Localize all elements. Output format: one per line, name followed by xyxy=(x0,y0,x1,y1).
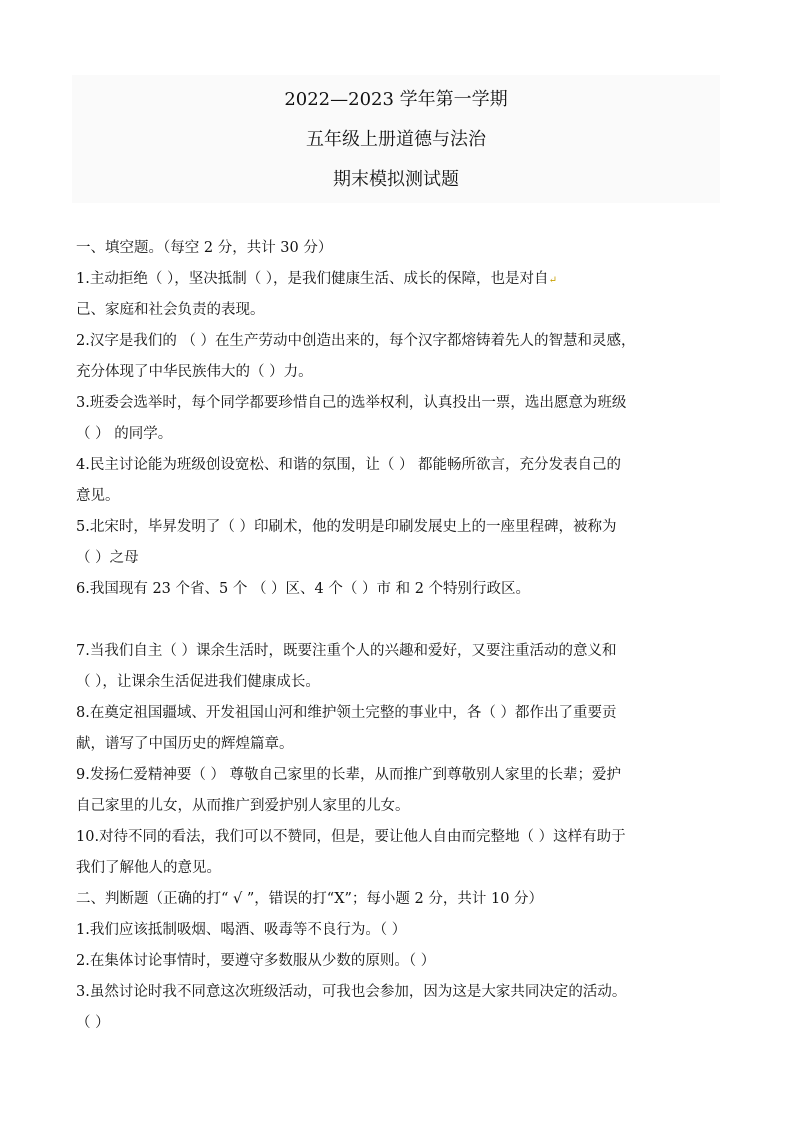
question-6-line-1: 6.我国现有 23 个省、5 个 （ ）区、4 个（ ）市 和 2 个特别行政区。 xyxy=(76,581,531,597)
question-10-line-1: 10.对待不同的看法，我们可以不赞同，但是，要让他人自由而完整地（ ）这样有助于 xyxy=(76,829,626,845)
subject-title: 五年级上册道德与法治 xyxy=(306,129,486,150)
judgement-3-line-1: 3.虽然讨论时我不同意这次班级活动，可我也会参加，因为这是大家共同决定的活动。 xyxy=(76,984,627,1000)
exam-title: 期末模拟测试题 xyxy=(333,169,459,190)
question-5-line-1: 5.北宋时，毕昇发明了（ ）印刷术，他的发明是印刷发展史上的一座里程碑，被称为 xyxy=(76,519,617,535)
question-line xyxy=(76,264,720,295)
question-2-line-2: 充分体现了中华民族伟大的（ ）力。 xyxy=(76,364,313,380)
question-1-line-1: 1.主动拒绝（ ），坚决抵制（ ），是我们健康生活、成长的保障，也是对自 xyxy=(76,271,549,287)
judgement-2: 2.在集体讨论事情时，要遵守多数服从少数的原则。（ ） xyxy=(76,953,436,969)
question-3-line-1: 3.班委会选举时，每个同学都要珍惜自己的选举权利，认真投出一票，选出愿意为班级 xyxy=(76,395,627,411)
question-10-line-2: 我们了解他人的意见。 xyxy=(76,860,221,876)
paragraph-mark-icon: ↵ xyxy=(548,275,557,286)
question-7-line-2: （ ），让课余生活促进我们健康成长。 xyxy=(76,674,320,690)
question-5-line-2: （ ）之母 xyxy=(76,550,139,566)
question-9-line-1: 9.发扬仁爱精神要（ ） 尊敬自己家里的长辈，从而推广到尊敬别人家里的长辈；爱护 xyxy=(76,767,622,783)
school-term-title: 2022—2023 学年第一学期 xyxy=(284,89,508,110)
blank-gap xyxy=(76,605,720,636)
section-1-heading: 一、填空题。（每空 2 分，共计 30 分） xyxy=(76,240,333,256)
question-2-line-1: 2.汉字是我们的 （ ）在生产劳动中创造出来的，每个汉字都熔铸着先人的智慧和灵感， xyxy=(76,333,636,349)
question-8-line-1: 8.在奠定祖国疆域、开发祖国山河和维护领土完整的事业中，各（ ）都作出了重要贡 xyxy=(76,705,617,721)
question-7-line-1: 7.当我们自主（ ）课余生活时，既要注重个人的兴趣和爱好，又要注重活动的意义和 xyxy=(76,643,617,659)
question-4-line-1: 4.民主讨论能为班级创设宽松、和谐的氛围，让（ ） 都能畅所欲言，充分发表自己的 xyxy=(76,457,622,473)
question-3-line-2: （ ） 的同学。 xyxy=(76,426,173,442)
judgement-3-line-2: （ ） xyxy=(76,1015,110,1031)
question-1-line-2: 己、家庭和社会负责的表现。 xyxy=(76,302,265,318)
exam-content xyxy=(76,233,720,1039)
judgement-1: 1.我们应该抵制吸烟、喝酒、吸毒等不良行为。（ ） xyxy=(76,922,407,938)
section-2-heading: 二、判断题（正确的打“ √ ”，错误的打“X”；每小题 2 分，共计 10 分） xyxy=(76,891,544,907)
question-8-line-2: 献，谱写了中国历史的辉煌篇章。 xyxy=(76,736,294,752)
question-9-line-2: 自己家里的儿女，从而推广到爱护别人家里的儿女。 xyxy=(76,798,410,814)
question-4-line-2: 意见。 xyxy=(76,488,120,504)
